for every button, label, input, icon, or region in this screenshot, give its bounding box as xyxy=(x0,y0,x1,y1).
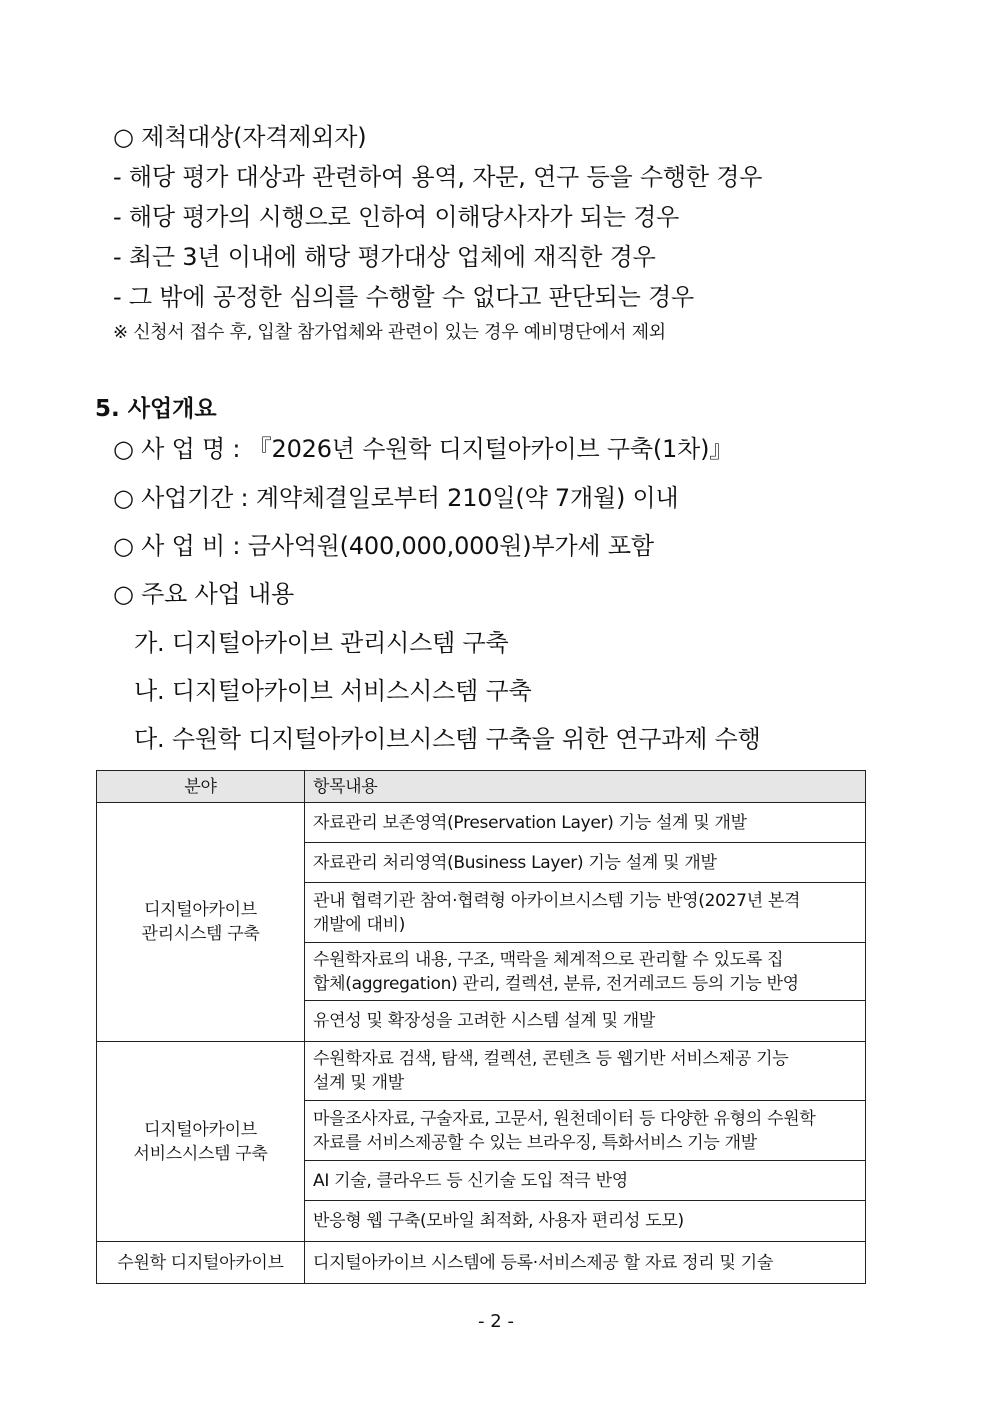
item-text: 자료관리 보존영역(Preservation Layer) 기능 설계 및 개발 xyxy=(313,812,747,833)
item-text: 마을조사자료, 구술자료, 고문서, 원천데이터 등 다양한 유형의 수원학 xyxy=(313,1108,816,1129)
header-item: 항목내용 xyxy=(305,771,866,803)
item-text: 관내 협력기관 참여·협력형 아카이브시스템 기능 반영(2027년 본격 xyxy=(313,890,801,911)
table-header-row xyxy=(97,771,866,803)
project-period: ○ 사업기간 : 계약체결일로부터 210일(약 7개월) 이내 xyxy=(113,484,679,512)
section-heading: 5. 사업개요 xyxy=(95,396,217,422)
disqualification-note: ※ 신청서 접수 후, 입찰 참가업체와 관련이 있는 경우 예비명단에서 제외 xyxy=(113,322,666,343)
item-text: 개발에 대비) xyxy=(313,914,406,935)
item-cell xyxy=(305,1201,866,1242)
item-cell xyxy=(305,1242,866,1284)
table-row xyxy=(97,1042,866,1101)
field-label: 디지털아카이브 xyxy=(144,1119,257,1140)
disqualification-title: ○ 제척대상(자격제외자) xyxy=(113,123,367,151)
project-name: ○ 사 업 명 : 『2026년 수원학 디지털아카이브 구축(1차)』 xyxy=(113,435,734,463)
disqualification-item: - 그 밖에 공정한 심의를 수행할 수 없다고 판단되는 경우 xyxy=(113,283,694,311)
item-cell xyxy=(305,1042,866,1101)
field-cell xyxy=(97,803,305,1042)
table-row xyxy=(97,803,866,843)
item-cell xyxy=(305,803,866,843)
field-label: 수원학 디지털아카이브 xyxy=(117,1252,284,1273)
field-label: 관리시스템 구축 xyxy=(141,924,260,944)
field-label: 디지털아카이브 xyxy=(144,900,257,920)
header-field: 분야 xyxy=(97,771,305,803)
disqualification-item: - 최근 3년 이내에 해당 평가대상 업체에 재직한 경우 xyxy=(113,243,656,271)
item-text: 합체(aggregation) 관리, 컬렉션, 분류, 전거레코드 등의 기능 반영 xyxy=(313,973,799,994)
main-content-item: 나. 디지털아카이브 서비스시스템 구축 xyxy=(134,677,532,705)
item-cell xyxy=(305,943,866,1001)
disqualification-item: - 해당 평가의 시행으로 인하여 이해당사자가 되는 경우 xyxy=(113,203,680,231)
item-text: AI 기술, 클라우드 등 신기술 도입 적극 반영 xyxy=(313,1170,628,1191)
item-text: 설계 및 개발 xyxy=(313,1073,404,1093)
item-text: 수원학자료의 내용, 구조, 맥락을 체계적으로 관리할 수 있도록 집 xyxy=(313,949,784,970)
item-cell xyxy=(305,1001,866,1042)
main-content-title: ○ 주요 사업 내용 xyxy=(113,580,294,608)
item-text: 자료관리 처리영역(Business Layer) 기능 설계 및 개발 xyxy=(313,852,717,873)
project-budget: ○ 사 업 비 : 금사억원(400,000,000원)부가세 포함 xyxy=(113,532,654,560)
page-number: - 2 - xyxy=(478,1311,514,1332)
item-cell xyxy=(305,1161,866,1201)
field-label: 서비스시스템 구축 xyxy=(133,1143,268,1164)
item-text: 유연성 및 확장성을 고려한 시스템 설계 및 개발 xyxy=(313,1011,656,1031)
item-text: 반응형 웹 구축(모바일 최적화, 사용자 편리성 도모) xyxy=(313,1211,684,1231)
item-text: 수원학자료 검색, 탐색, 컬렉션, 콘텐츠 등 웹기반 서비스제공 기능 xyxy=(313,1049,789,1069)
main-content-item: 다. 수원학 디지털아카이브시스템 구축을 위한 연구과제 수행 xyxy=(134,725,761,753)
project-content-table xyxy=(96,770,866,1284)
main-content-item: 가. 디지털아카이브 관리시스템 구축 xyxy=(134,629,509,657)
item-cell xyxy=(305,1101,866,1161)
field-cell xyxy=(97,1242,305,1284)
item-cell xyxy=(305,883,866,943)
item-cell xyxy=(305,843,866,883)
disqualification-item: - 해당 평가 대상과 관련하여 용역, 자문, 연구 등을 수행한 경우 xyxy=(113,163,763,191)
item-text: 자료를 서비스제공할 수 있는 브라우징, 특화서비스 기능 개발 xyxy=(313,1132,757,1153)
item-text: 디지털아카이브 시스템에 등록·서비스제공 할 자료 정리 및 기술 xyxy=(313,1252,774,1273)
field-cell xyxy=(97,1042,305,1242)
table-row xyxy=(97,1242,866,1284)
